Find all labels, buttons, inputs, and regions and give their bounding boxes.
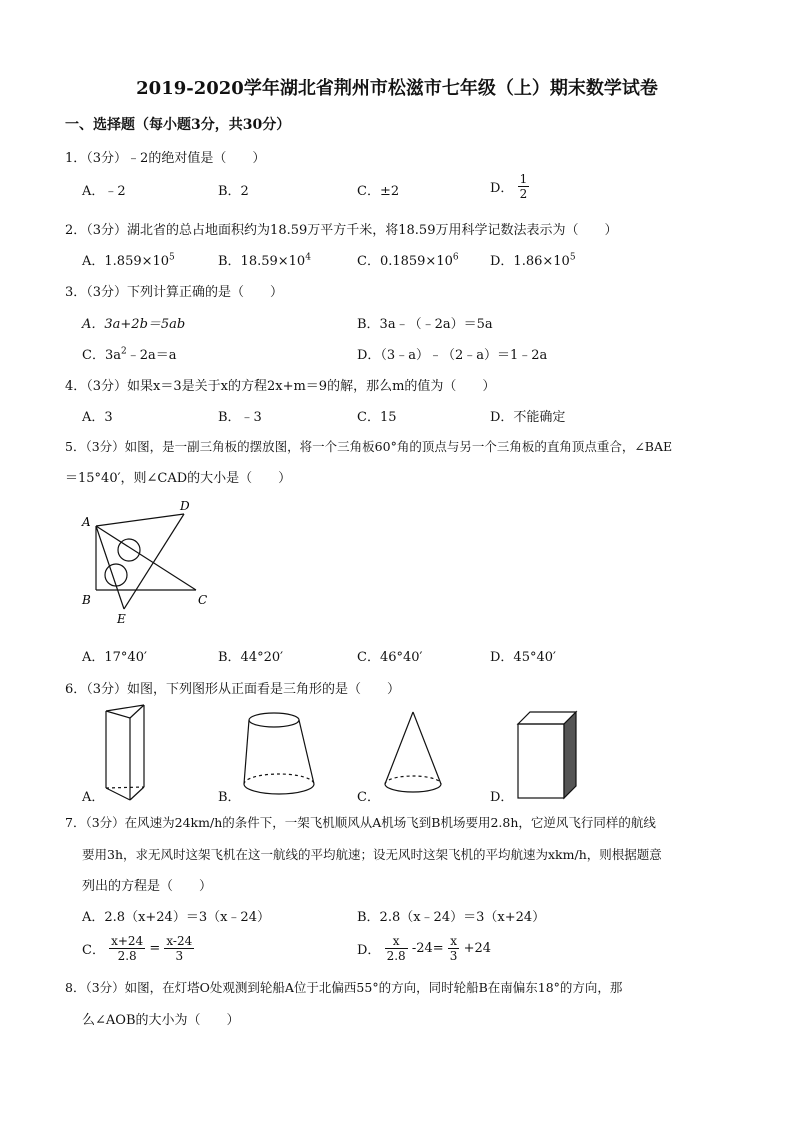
q7-c-num1: x+24 — [111, 934, 144, 948]
q3-option-b: B．3a﹣（﹣2a）＝5a — [357, 317, 493, 332]
question-7-line2: 要用3h，求无风时这架飞机在这一航线的平均航速；设无风时这架飞机的平均航速为xkm/h，则根据题意 — [82, 847, 662, 862]
question-1-stem: 1．（3分）﹣2的绝对值是（ ） — [65, 151, 266, 166]
q7-c-den1: 2.8 — [117, 949, 137, 963]
q5-option-d: D．45°40′ — [490, 650, 556, 665]
q2-a-base: A．1.859×10 — [82, 254, 170, 269]
q7-d-den1: 2.8 — [386, 949, 406, 963]
q5-label-c: C — [198, 593, 208, 607]
q1-option-c: C．±2 — [357, 184, 400, 199]
q7-d-fraction-2 — [448, 934, 460, 963]
q6-cone-shape — [385, 712, 441, 792]
q5-option-b: B．44°20′ — [218, 650, 284, 665]
q5-option-c: C．46°40′ — [357, 650, 423, 665]
q1-d-denominator: 2 — [519, 187, 528, 201]
q4-option-a: A．3 — [82, 410, 113, 425]
q6-frustum-shape — [244, 713, 314, 794]
q2-c-exp: 6 — [452, 252, 459, 263]
q6-prism-shape — [106, 705, 144, 800]
q3-option-d: D．（3﹣a）﹣（2﹣a）＝1﹣2a — [357, 348, 548, 363]
q7-c-equals: = — [149, 941, 161, 956]
q6-option-a: A． — [82, 790, 105, 805]
q7-d-num2: x — [448, 934, 460, 949]
q7-c-num2: x-24 — [166, 934, 193, 948]
q3-option-a: A．3a+2b＝5ab — [82, 317, 186, 332]
q5-label-a: A — [82, 515, 91, 529]
page-title: 2019-2020学年湖北省荆州市松滋市七年级（上）期末数学试卷 — [136, 78, 658, 99]
question-3-stem: 3．（3分）下列计算正确的是（ ） — [65, 285, 284, 300]
question-8-line2: 么∠AOB的大小为（ ） — [82, 1013, 240, 1028]
q2-a-exp: 5 — [169, 252, 175, 263]
q5-option-a: A．17°40′ — [82, 650, 147, 665]
q2-d-base: D．1.86×10 — [490, 254, 570, 269]
q7-option-d — [357, 934, 491, 963]
question-5-stem-line1: 5．（3分）如图，是一副三角板的摆放图，将一个三角板60°角的顶点与另一个三角板的直角顶点重合，∠BAE — [65, 439, 673, 454]
q2-b-base: B．18.59×10 — [218, 254, 306, 269]
q3-c-pre: C．3a — [82, 348, 121, 363]
q7-d-fraction-1 — [385, 934, 408, 963]
q7-c-prefix: C． — [82, 943, 105, 958]
question-2-stem: 2．（3分）湖北省的总占地面积约为18.59万平方千米，将18.59万用科学记数法表示为（ ） — [65, 223, 618, 238]
q6-option-b: B． — [218, 790, 241, 805]
q7-d-num1: x — [385, 934, 408, 949]
question-7-line3: 列出的方程是（ ） — [82, 879, 213, 894]
question-7-line1: 7．（3分）在风速为24km/h的条件下，一架飞机顺风从A机场飞到B机场要用2.8h，它逆风飞行同样的航线 — [65, 815, 656, 830]
q3-c-exp: 2 — [120, 346, 127, 357]
q1-option-b: B．2 — [218, 184, 249, 199]
q5-label-d: D — [180, 499, 190, 513]
question-4-stem: 4．（3分）如果x＝3是关于x的方程2x+m＝9的解，那么m的值为（ ） — [65, 379, 496, 394]
q7-d-den2: 3 — [449, 949, 458, 963]
q2-b-exp: 4 — [305, 252, 311, 263]
q1-option-d-prefix: D． — [490, 181, 514, 196]
q7-c-fraction-2 — [164, 934, 194, 963]
q4-option-c: C．15 — [357, 410, 397, 425]
q3-c-post: ﹣2a＝a — [126, 348, 177, 363]
q7-option-a: A．2.8（x+24）＝3（x﹣24） — [82, 910, 270, 925]
section-heading: 一、选择题（每小题3分，共30分） — [65, 117, 291, 133]
q7-c-fraction-1 — [109, 934, 145, 963]
question-6-stem: 6．（3分）如图，下列图形从正面看是三角形的是（ ） — [65, 682, 401, 697]
q6-option-c: C． — [357, 790, 380, 805]
q7-option-b: B．2.8（x﹣24）＝3（x+24） — [357, 910, 546, 925]
question-5-stem-line2: ＝15°40′，则∠CAD的大小是（ ） — [65, 471, 292, 486]
q1-option-a: A．﹣2 — [82, 184, 126, 199]
q4-option-d: D．不能确定 — [490, 410, 566, 425]
q7-d-middle: -24= — [411, 941, 444, 956]
q7-c-den2: 3 — [175, 949, 184, 963]
q4-option-b: B．﹣3 — [218, 410, 262, 425]
q1-d-numerator: 1 — [519, 172, 528, 186]
question-8-line1: 8．（3分）如图，在灯塔O处观测到轮船A位于北偏西55°的方向，同时轮船B在南偏东18°的方向，那 — [65, 980, 623, 995]
q6-cuboid-shape — [518, 712, 576, 798]
q7-d-prefix: D． — [357, 943, 381, 958]
q5-label-e: E — [117, 612, 126, 626]
q5-label-b: B — [82, 593, 91, 607]
q2-d-exp: 5 — [569, 252, 576, 263]
q7-d-end: +24 — [463, 941, 491, 956]
q6-option-d: D． — [490, 790, 514, 805]
q2-c-base: C．0.1859×10 — [357, 254, 453, 269]
q7-option-c — [82, 934, 194, 963]
